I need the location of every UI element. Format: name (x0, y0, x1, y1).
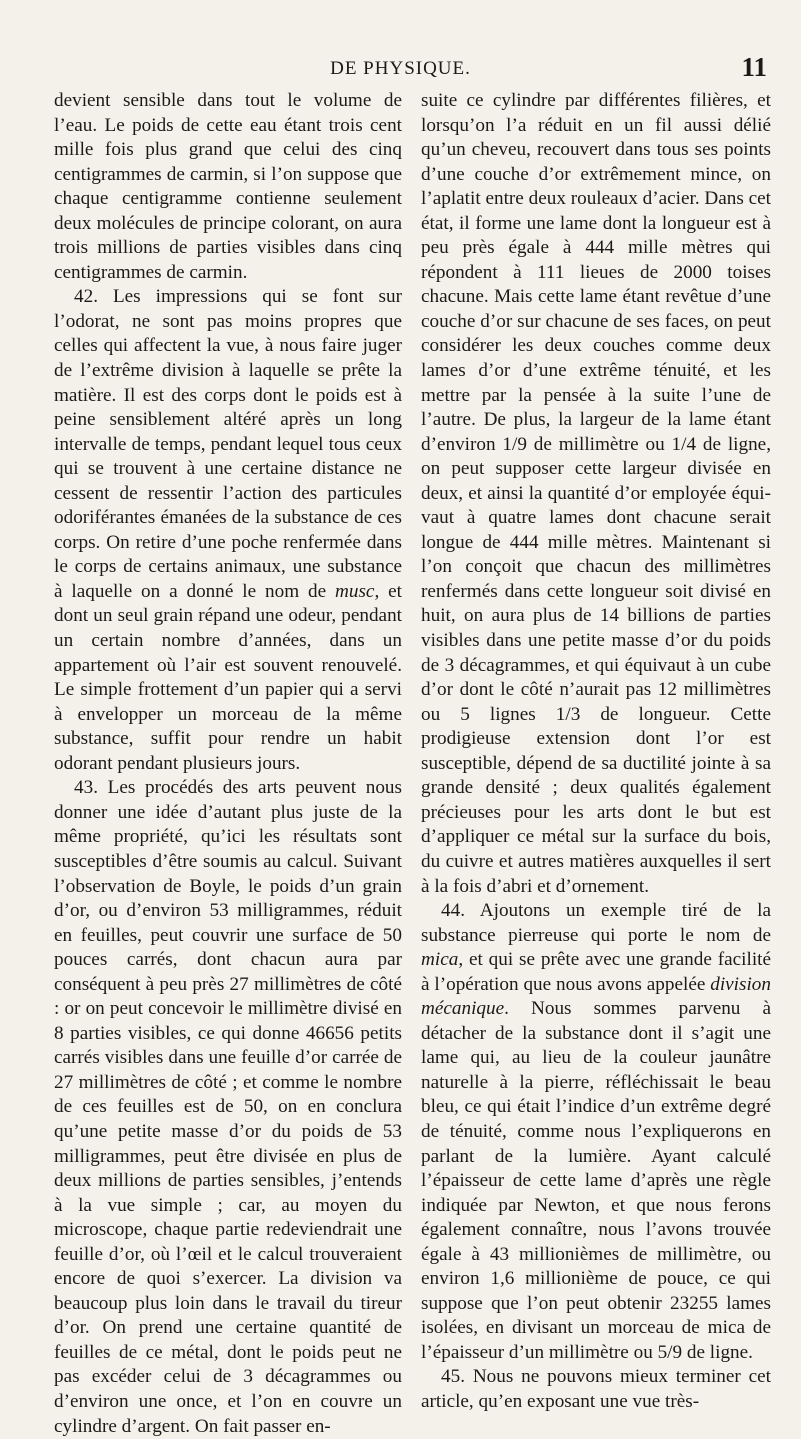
term-division-mecanique: division mécanique (421, 973, 771, 1020)
left-column (54, 89, 402, 1439)
paragraph-continued: devient sensible dans tout le volume de l’eau. Le poids de cette eau étant trois cent mille fois plus grand que celui des cinq centigrammes de carmin, si l’on suppose que chaque centigramme contienne seulement deux molécules de principe colorant, on aura trois millions de parties visibles dans cinq centigrammes de carmin. (54, 90, 402, 283)
page-header (0, 52, 801, 86)
paragraph-42-text-b: , et dont un seul grain répand une odeur, pendant un certain nombre d’années, dans un appartement où l’air est souvent renouvelé. Le simple frottement d’un papier qui a servi à envelopper un morceau de la même substance, suffit pour rendre un habit odorant pendant plusieurs jours. (54, 580, 402, 774)
paragraph-44-text-a: 44. Ajoutons un exemple tiré de la substance pierreuse qui porte le nom de (421, 900, 771, 946)
page-number: 11 (741, 52, 767, 82)
paragraph-43: 43. Les procédés des arts peuvent nous donner une idée d’autant plus juste de la même propriété, qu’ici les résultats sont susceptibles d’être soumis au calcul. Suivant l’observation de Boyle, le poids d’un grain d’or, ou d’environ 53 milligrammes, réduit en feuilles, peut couvrir une surface de 50 pouces carrés, dont chacun aura par conséquent à peu près 27 millimètres de côté : or on peut concevoir le millimètre divisé en 8 parties visibles, ce qui donne 46656 petits carrés visibles dans une feuille d’or carrée de 27 millimètres de côté ; et comme le nombre de ces feuilles est de 50, on en conclura qu’une petite masse d’or du poids de 53 milligrammes, peut être divisée en plus de deux millions de parties sensibles, j’entends à la vue simple ; car, au moyen du microscope, chaque partie redeviendrait une feuille d’or, où l’œil et le calcul trouveraient encore de quoi s’exercer. La division va beaucoup plus loin dans le travail du tireur d’or. On prend une certaine quantité de feuilles de ce métal, dont le poids peut ne pas excéder celui de 3 décagrammes ou d’environ une once, et l’on en couvre un cylindre d’argent. On fait passer en- (54, 777, 402, 1437)
term-mica: mica (421, 949, 459, 971)
paragraph-44-text-b: , et qui se prête avec une grande facilité à l’opération que nous avons appelée (421, 949, 771, 995)
paragraph-44 (421, 899, 771, 1365)
paragraph-42 (54, 285, 402, 776)
right-column (421, 89, 771, 1415)
paragraph-42-text-a: 42. Les impressions qui se font sur l’odorat, ne sont pas moins propres que celles qui affectent la vue, à nous faire juger de l’extrême division à laquelle se prête la matière. Il est des corps dont le poids est à peine sensiblement altéré après un long intervalle de temps, pendant lequel tous ceux qui se trouvent à une certaine distance ne cessent de ressentir l’action des particules odoriférantes émanées de la substance de ces corps. On retire d’une poche renfermée dans le corps de certains animaux, une substance à laquelle on a donné le nom de (54, 286, 402, 602)
paragraph-44-text-c: . Nous sommes parvenu à détacher de la substance dont il s’agit une lame qui, au lieu de la couleur jaunâtre naturelle à la pierre, réfléchissait le beau bleu, ce qui était l’indice d’un extrême degré de ténuité, comme nous l’expliquerons en parlant de la lumière. Ayant calculé l’épaisseur de cette lame d’après une règle indiquée par Newton, et que nous ferons également connaître, nous l’avons trouvée égale à 43 millionièmes de millimètre, ou environ 1,6 millionième de pouce, ce qui suppose que l’on peut obtenir 23255 lames isolées, en divisant un morceau de mica de l’épaisseur d’un millimètre ou 5/9 de ligne. (421, 998, 771, 1363)
term-musc: musc (335, 580, 375, 602)
paragraph-45: 45. Nous ne pouvons mieux terminer cet article, qu’en exposant une vue très- (421, 1366, 771, 1412)
paragraph-continued-right: suite ce cylindre par différentes filières, et lorsqu’on l’a réduit en un fil aussi délié qu’un cheveu, recouvert dans tous ses points d’une couche d’or extrêmement mince, on l’aplatit entre deux rouleaux d’acier. Dans cet état, il forme une lame dont la longueur est à peu près égale à 444 mille mètres qui répondent à 111 lieues de 2000 toises chacune. Mais cette lame étant revêtue d’une couche d’or sur chacune de ses faces, on peut considérer les deux couches comme deux lames d’or d’une extrême ténuité, et les mettre par la pensée à la suite l’une de l’autre. De plus, la largeur de la lame étant d’environ 1/9 de millimètre ou 1/4 de ligne, on peut supposer cette largeur divisée en deux, et ainsi la quantité d’or employée équivaut à quatre lames dont chacune serait longue de 444 mille mètres. Maintenant si l’on conçoit que chacun des millimètres renfermés dans cette longueur soit divisé en huit, on aura plus de 14 billions de parties visibles dans une petite masse d’or du poids de 3 décagrammes, et qui équivaut à un cube d’or dont le côté n’aurait pas 12 millimètres ou 5 lignes 1/3 de longueur. Cette prodigieuse extension dont l’or est susceptible, dépend de sa ductilité jointe à sa grande densité ; deux qualités également précieuses pour les arts dont le but est d’appliquer ce métal sur la surface du bois, du cuivre et autres matières auxquelles il sert à la fois d’abri et d’ornement. (421, 90, 772, 897)
running-title: DE PHYSIQUE. (330, 58, 471, 79)
